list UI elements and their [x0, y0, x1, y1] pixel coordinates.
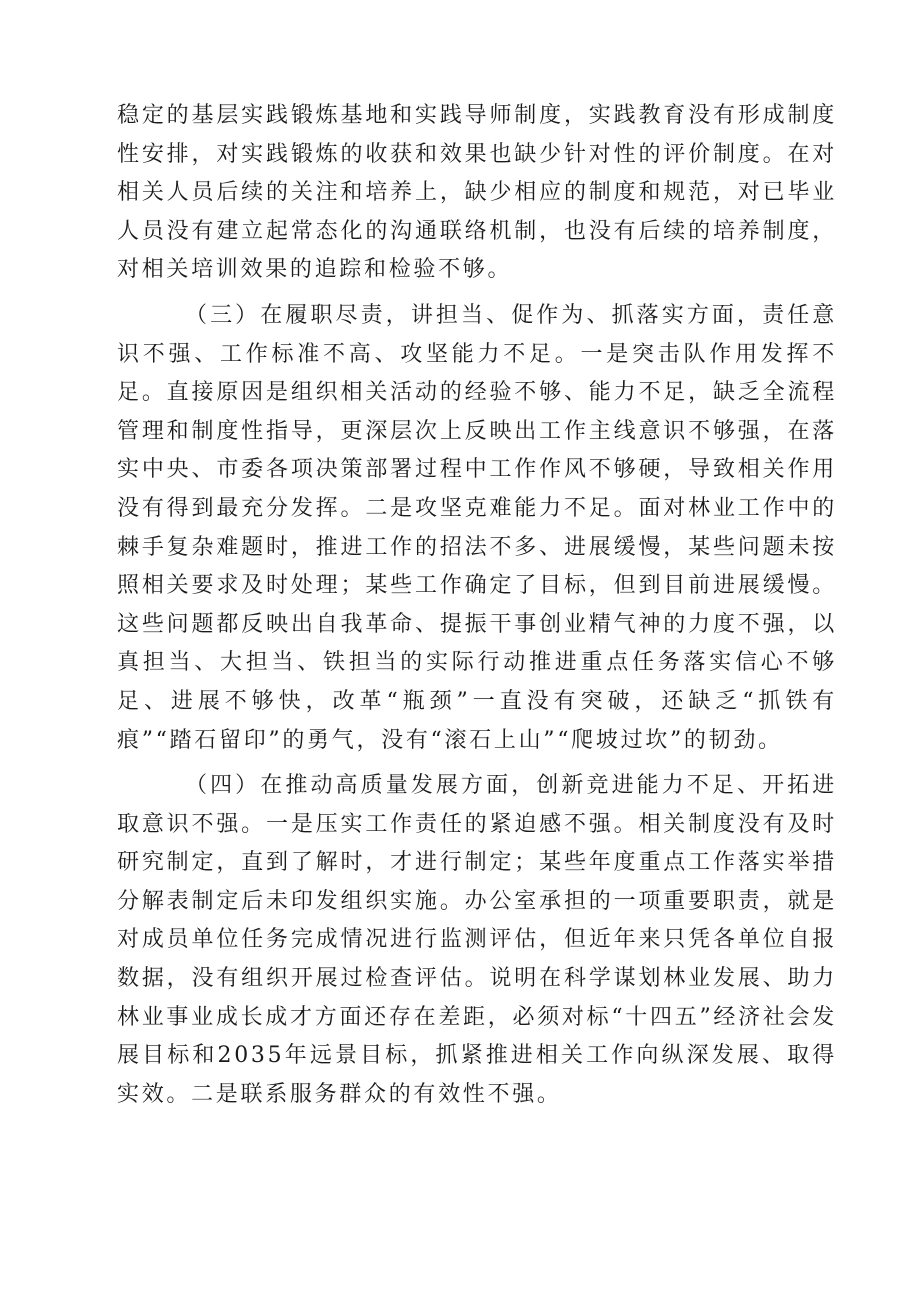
paragraph-gap — [117, 760, 837, 767]
paragraph-gap — [117, 290, 837, 297]
paragraph-continuation: 稳定的基层实践锻炼基地和实践导师制度，实践教育没有形成制度性安排，对实践锻炼的收获和效果也缺少针对性的评价制度。在对相关人员后续的关注和培养上，缺少相应的制度和规范，对已毕业人员没有建立起常态化的沟通联络机制，也没有后续的培养制度，对相关培训效果的追踪和检验不够。 — [117, 103, 837, 283]
paragraph-section-three: （三）在履职尽责，讲担当、促作为、抓落实方面，责任意识不强、工作标准不高、攻坚能力不足。一是突击队作用发挥不足。直接原因是组织相关活动的经验不够、能力不足，缺乏全流程管理和制度性指导，更深层次上反映出工作主线意识不够强，在落实中央、市委各项决策部署过程中工作作风不够硬，导致相关作用没有得到最充分发挥。二是攻坚克难能力不足。面对林业工作中的棘手复杂难题时，推进工作的招法不多、进展缓慢，某些问题未按照相关要求及时处理；某些工作确定了目标，但到目前进展缓慢。这些问题都反映出自我革命、提振干事创业精气神的力度不强，以真担当、大担当、铁担当的实际行动推进重点任务落实信心不够足、进展不够快，改革“瓶颈”一直没有突破，还缺乏“抓铁有痕”“踏石留印”的勇气，没有“滚石上山”“爬坡过坎”的韧劲。 — [117, 302, 837, 753]
document-body — [117, 97, 837, 1114]
paragraph-section-four: （四）在推动高质量发展方面，创新竞进能力不足、开拓进取意识不强。一是压实工作责任的紧迫感不强。相关制度没有及时研究制定，直到了解时，才进行制定；某些年度重点工作落实举措分解表制定后未印发组织实施。办公室承担的一项重要职责，就是对成员单位任务完成情况进行监测评估，但近年来只凭各单位自报数据，没有组织开展过检查评估。说明在科学谋划林业发展、助力林业事业成长成才方面还存在差距，必须对标“十四五”经济社会发展目标和2035年远景目标，抓紧推进相关工作向纵深发展、取得实效。二是联系服务群众的有效性不强。 — [117, 773, 837, 1107]
